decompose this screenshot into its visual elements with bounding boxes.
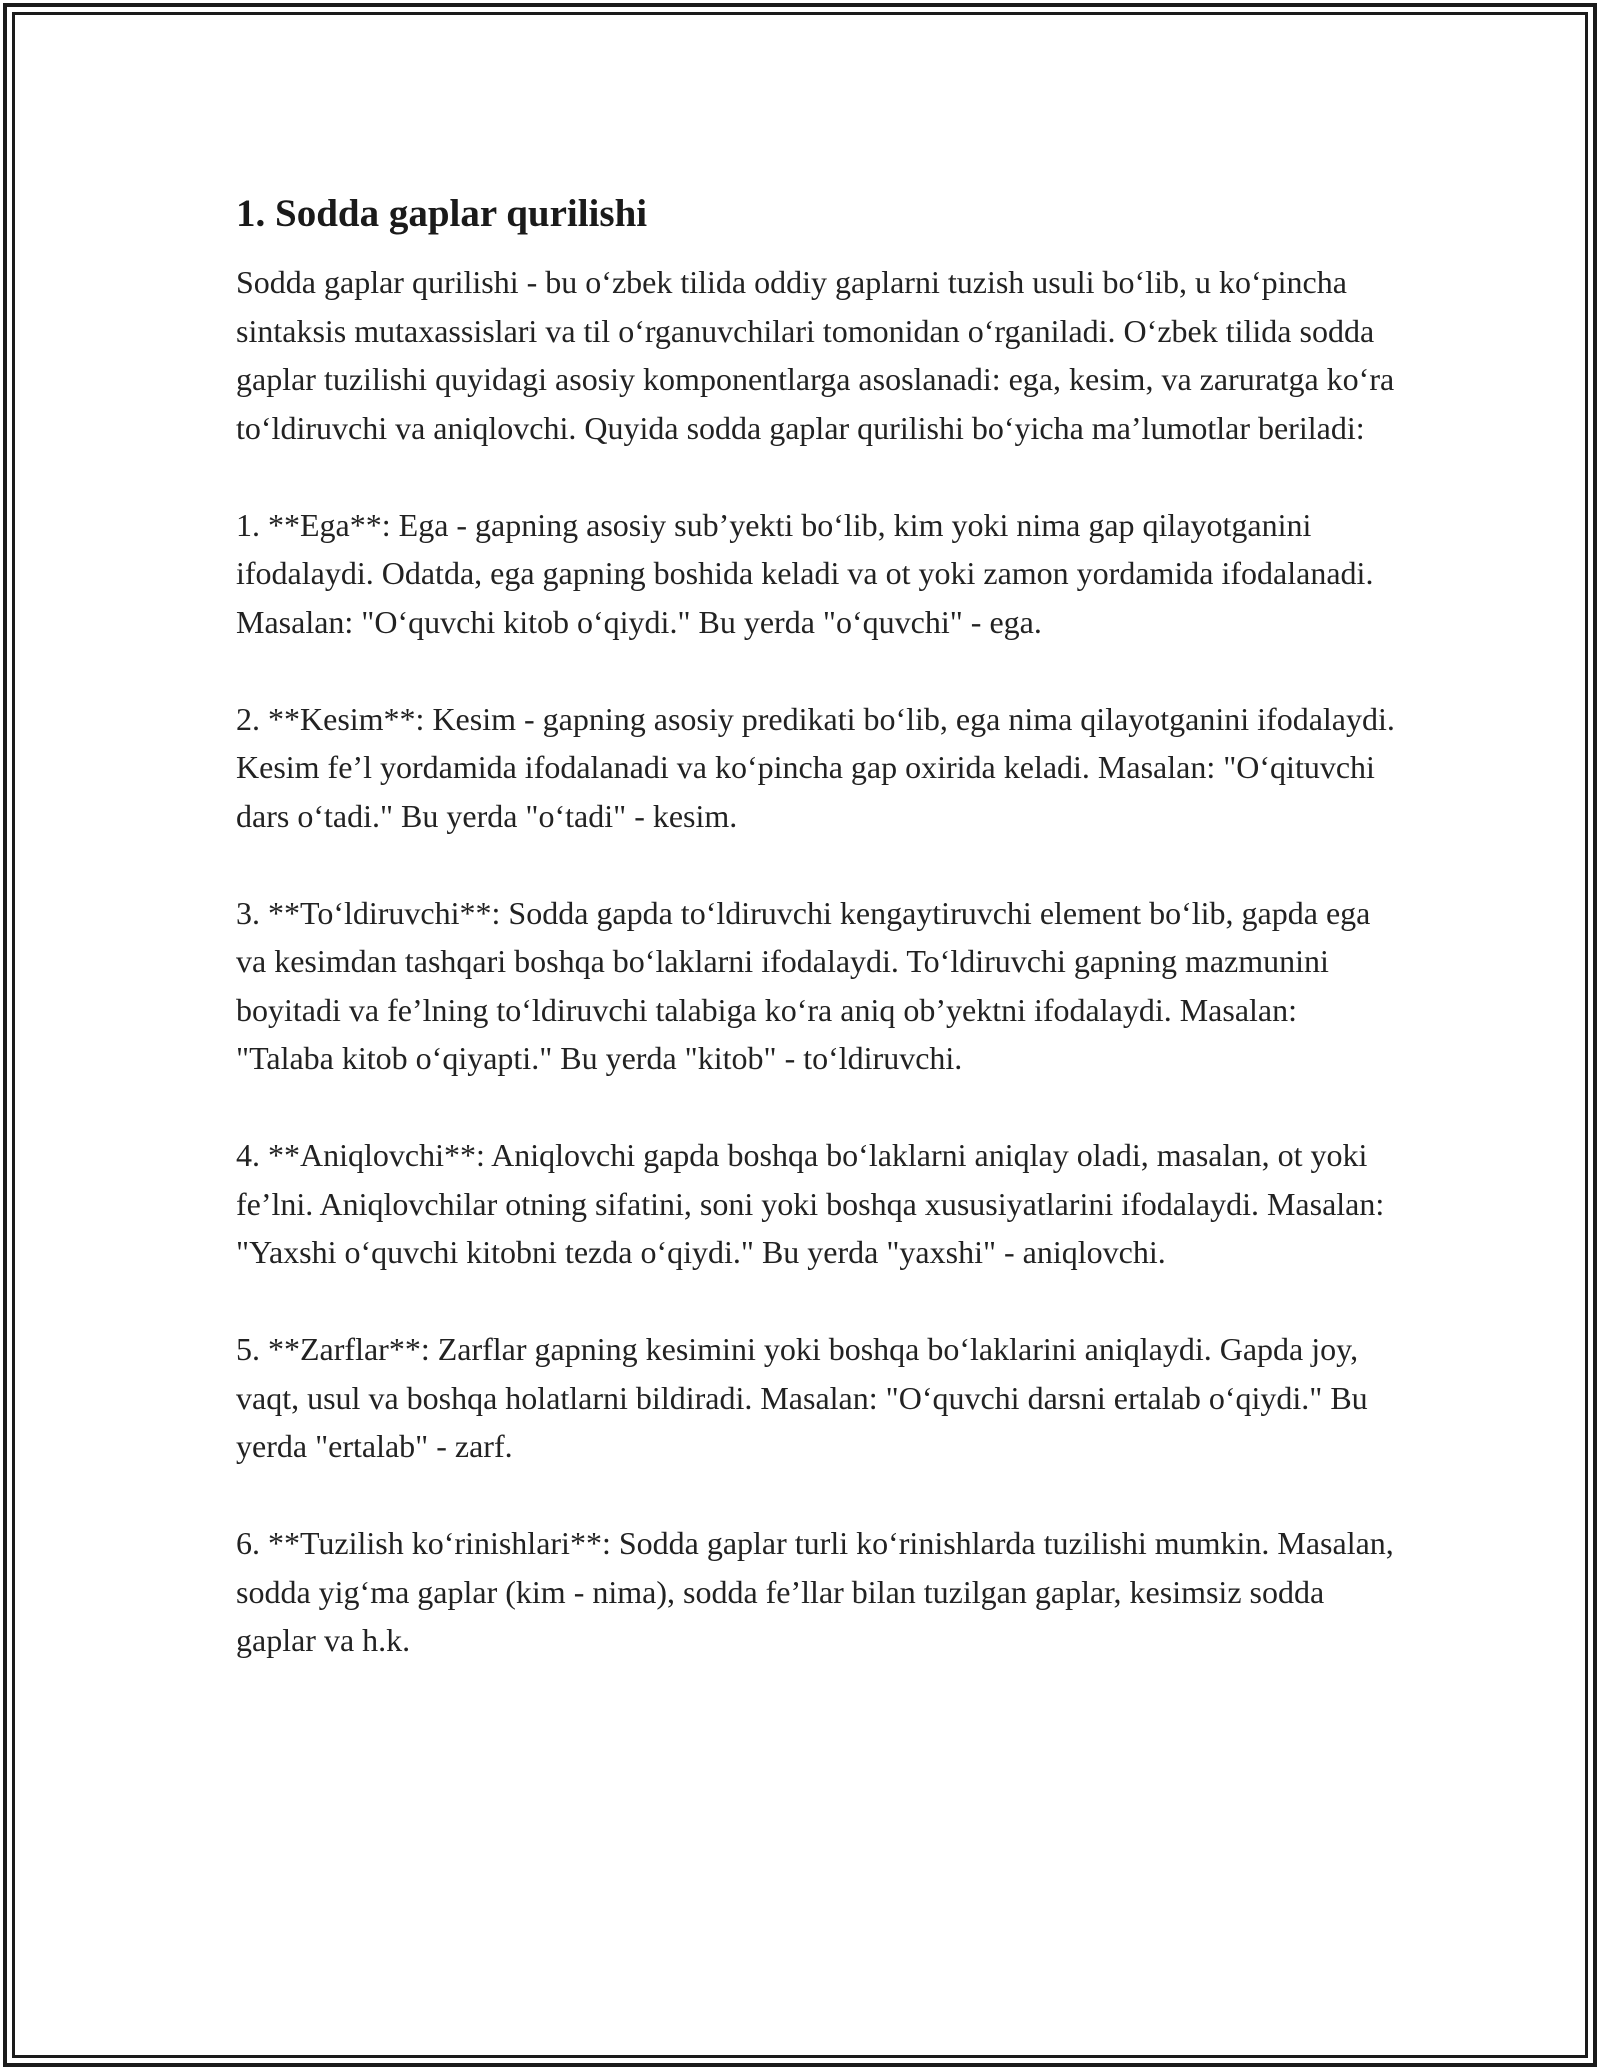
paragraph-toldiruvchi: 3. **To‘ldiruvchi**: Sodda gapda to‘ldiruvchi kengaytiruvchi element bo‘lib, gapda ega va kesimdan tashqari boshqa bo‘laklarni ifodalaydi. To‘ldiruvchi gapning mazmunini boyitadi va fe’lning to‘ldiruvchi talabiga ko‘ra aniq ob’yektni ifodalaydi. Masalan: "Talaba kitob o‘qiyapti." Bu yerda "kitob" - to‘ldiruvchi. [236,894,1371,1076]
paragraph-ega: 1. **Ega**: Ega - gapning asosiy sub’yekti bo‘lib, kim yoki nima gap qilayotganini ifodalaydi. Odatda, ega gapning boshida keladi va ot yoki zamon yordamida ifodalanadi. Masalan: "O‘quvchi kitob o‘qiydi." Bu yerda "o‘quvchi" - ega. [236,506,1374,640]
paragraph-kesim: 2. **Kesim**: Kesim - gapning asosiy predikati bo‘lib, ega nima qilayotganini ifodalaydi. Kesim fe’l yordamida ifodalanadi va ko‘pincha gap oxirida keladi. Masalan: "O‘qituvchi dars o‘tadi." Bu yerda "o‘tadi" - kesim. [236,700,1395,834]
paragraph-aniqlovchi: 4. **Aniqlovchi**: Aniqlovchi gapda boshqa bo‘laklarni aniqlay oladi, masalan, ot yoki fe’lni. Aniqlovchilar otning sifatini, soni yoki boshqa xususiyatlarini ifodalaydi. Masalan: "Yaxshi o‘quvchi kitobni tezda o‘qiydi." Bu yerda "yaxshi" - aniqlovchi. [236,1137,1385,1270]
paragraph-tuzilish: 6. **Tuzilish ko‘rinishlari**: Sodda gaplar turli ko‘rinishlarda tuzilishi mumkin. Masalan, sodda yig‘ma gaplar (kim - nima), sodda fe’llar bilan tuzilgan gaplar, kesimsiz sodda gaplar va h.k. [236,1525,1394,1658]
paragraph-zarflar: 5. **Zarflar**: Zarflar gapning kesimini yoki boshqa bo‘laklarini aniqlaydi. Gapda joy, vaqt, usul va boshqa holatlarni bildiradi. Masalan: "O‘quvchi darsni ertalab o‘qiydi." Bu yerda "ertalab" - zarf. [236,1331,1368,1464]
section-heading: 1. Sodda gaplar qurilishi [236,192,648,235]
intro-paragraph: Sodda gaplar qurilishi - bu o‘zbek tilida oddiy gaplarni tuzish usuli bo‘lib, u ko‘pincha sintaksis mutaxassislari va til o‘rganuvchilari tomonidan o‘rganiladi. O‘zbek tilida sodda gaplar tuzilishi quyidagi asosiy komponentlarga asoslanadi: ega, kesim, va zaruratga ko‘ra to‘ldiruvchi va aniqlovchi. Quyida sodda gaplar qurilishi bo‘yicha ma’lumotlar beriladi: [236,264,1395,446]
document-body [236,190,1396,1665]
